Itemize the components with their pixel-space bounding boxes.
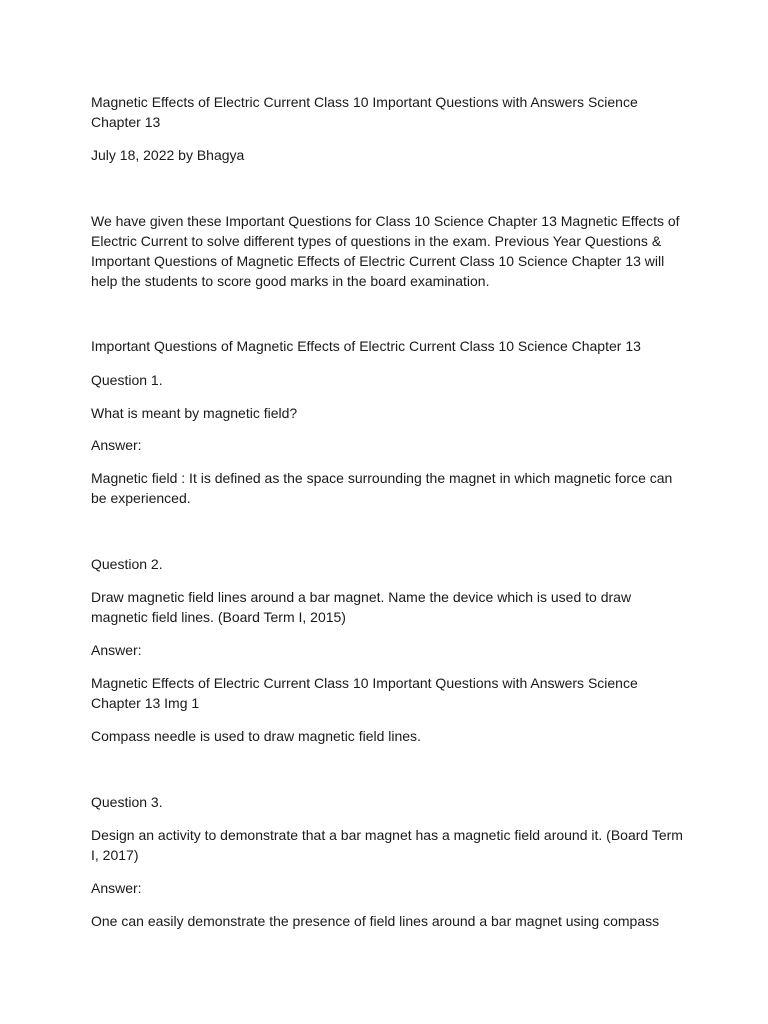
question-label: Question 3. <box>91 794 163 810</box>
answer-label: Answer: <box>91 880 142 896</box>
answer-text: One can easily demonstrate the presence of field lines around a bar magnet using compass <box>91 913 660 929</box>
question-text: Design an activity to demonstrate that a bar magnet has a magnetic field around it. (Board Term I, 2017) <box>91 827 683 863</box>
answer-label: Answer: <box>91 642 142 658</box>
answer-text: Compass needle is used to draw magnetic field lines. <box>91 728 421 744</box>
answer-text: Magnetic field : It is defined as the space surrounding the magnet in which magnetic force can be experienced. <box>91 470 673 506</box>
section-heading: Important Questions of Magnetic Effects of Electric Current Class 10 Science Chapter 13 <box>91 338 641 354</box>
question-text: Draw magnetic field lines around a bar magnet. Name the device which is used to draw magnetic field lines. (Board Term I, 2015) <box>91 589 632 625</box>
article-byline: July 18, 2022 by Bhagya <box>91 147 245 163</box>
image-caption: Magnetic Effects of Electric Current Class 10 Important Questions with Answers Science Chapter 13 Img 1 <box>91 675 638 711</box>
article-title: Magnetic Effects of Electric Current Class 10 Important Questions with Answers Science Chapter 13 <box>91 94 638 130</box>
question-text: What is meant by magnetic field? <box>91 405 298 421</box>
question-label: Question 2. <box>91 556 163 572</box>
question-label: Question 1. <box>91 372 163 388</box>
intro-paragraph: We have given these Important Questions for Class 10 Science Chapter 13 Magnetic Effects of Electric Current to solve different types of questions in the exam. Previous Year Questions & Important Questions of Magnetic Effects of Electric Current Class 10 Science Chapter 13 will help the students to score good marks in the board examination. <box>91 213 680 289</box>
answer-label: Answer: <box>91 437 142 453</box>
